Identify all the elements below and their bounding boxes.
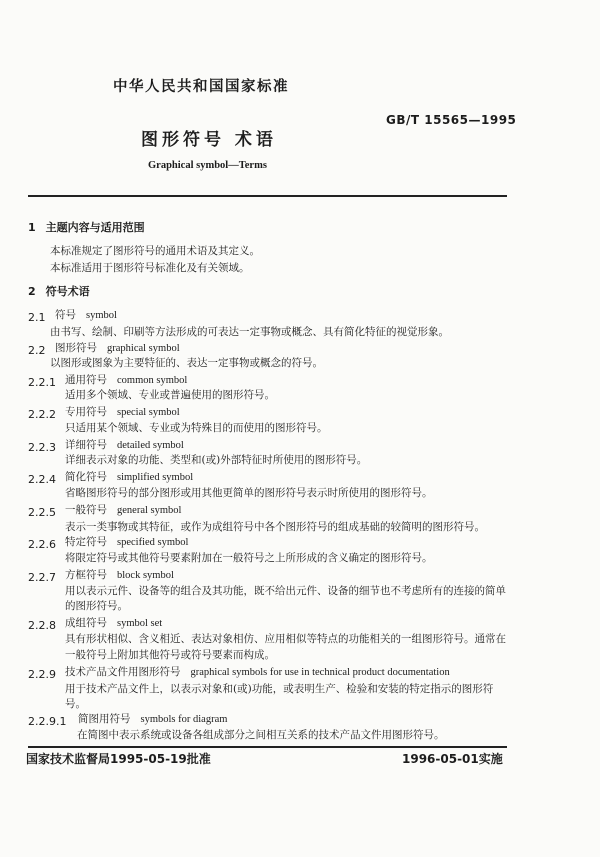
term-number: 2.2.3 xyxy=(28,441,56,454)
term-number: 2.1 xyxy=(28,311,46,324)
term-zh: 一般符号 xyxy=(65,504,107,516)
term-definition: 详细表示对象的功能、类型和(或)外部特征时所使用的图形符号。 xyxy=(65,454,368,466)
term-entry xyxy=(28,713,66,728)
term-zh: 符号 xyxy=(55,309,76,321)
term-heading xyxy=(55,309,117,322)
term-definition: 用以表示元件、设备等的组合及其功能，既不给出元件、设备的细节也不考虑所有的连接的简单 xyxy=(65,585,506,597)
term-definition: 由书写、绘制、印刷等方法形成的可表达一定事物或概念、具有简化特征的视觉形象。 xyxy=(50,326,449,338)
approval-date: 国家技术监督局1995-05-19批准 xyxy=(26,752,211,766)
paragraph: 本标准规定了图形符号的通用术语及其定义。 xyxy=(50,245,260,257)
section-1-heading xyxy=(28,221,145,234)
term-definition: 一般符号上附加其他符号或符号要素而构成。 xyxy=(65,649,275,661)
term-heading xyxy=(55,342,180,355)
term-definition: 表示一类事物或其特征，或作为成组符号中各个图形符号的组成基础的较简明的图形符号。 xyxy=(65,521,485,533)
term-en: simplified symbol xyxy=(117,472,194,483)
term-definition: 只适用某个领域、专业或为特殊目的而使用的图形符号。 xyxy=(65,422,328,434)
term-en: specified symbol xyxy=(117,537,189,548)
term-entry xyxy=(28,536,56,551)
term-en: graphical symbol xyxy=(107,343,180,354)
term-heading xyxy=(65,439,184,452)
term-heading xyxy=(65,504,181,517)
term-definition: 省略图形符号的部分图形或用其他更简单的图形符号表示时所使用的图形符号。 xyxy=(65,487,433,499)
term-definition: 适用多个领域、专业或普遍使用的图形符号。 xyxy=(65,389,275,401)
term-zh: 简化符号 xyxy=(65,471,107,483)
term-en: special symbol xyxy=(117,407,180,418)
term-zh: 技术产品文件用图形符号 xyxy=(65,666,181,678)
section-2-heading xyxy=(28,285,90,298)
term-entry xyxy=(28,309,46,324)
page-title: 图形符号 术语 xyxy=(141,130,277,150)
term-number: 2.2.4 xyxy=(28,473,56,486)
term-en: detailed symbol xyxy=(117,440,184,451)
term-entry xyxy=(28,569,56,584)
term-number: 2.2 xyxy=(28,344,46,357)
term-entry xyxy=(28,617,56,632)
term-entry xyxy=(28,471,56,486)
term-en: block symbol xyxy=(117,570,174,581)
english-title: Graphical symbol—Terms xyxy=(148,160,267,171)
term-heading xyxy=(65,666,450,679)
term-heading xyxy=(78,713,227,726)
term-entry xyxy=(28,406,56,421)
term-number: 2.2.9 xyxy=(28,668,56,681)
term-heading xyxy=(65,569,174,582)
term-definition: 号。 xyxy=(65,698,86,710)
term-zh: 简图用符号 xyxy=(78,713,131,725)
term-heading xyxy=(65,536,188,549)
term-definition: 具有形状相似、含义相近、表达对象相仿、应用相似等特点的功能相关的一组图形符号。通常在 xyxy=(65,633,506,645)
term-en: symbol xyxy=(86,310,117,321)
term-en: symbols for diagram xyxy=(140,714,228,725)
term-definition: 以图形或图象为主要特征的、表达一定事物或概念的符号。 xyxy=(50,357,323,369)
section-number: 2 xyxy=(28,285,36,298)
term-en: common symbol xyxy=(117,375,188,386)
term-en: graphical symbols for use in technical product documentation xyxy=(190,667,450,678)
term-number: 2.2.2 xyxy=(28,408,56,421)
footer-divider xyxy=(28,746,507,748)
term-en: symbol set xyxy=(117,618,163,629)
term-heading xyxy=(65,617,162,630)
term-heading xyxy=(65,374,187,387)
term-zh: 方框符号 xyxy=(65,569,107,581)
section-title: 符号术语 xyxy=(45,285,90,298)
issuing-body: 中华人民共和国国家标准 xyxy=(113,79,289,95)
term-zh: 详细符号 xyxy=(65,439,107,451)
term-definition: 用于技术产品文件上，以表示对象和(或)功能，或表明生产、检验和安装的特定指示的图形符 xyxy=(65,683,494,695)
term-en: general symbol xyxy=(117,505,182,516)
term-definition: 将限定符号或其他符号要素附加在一般符号之上所形成的含义确定的图形符号。 xyxy=(65,552,433,564)
term-zh: 图形符号 xyxy=(55,342,97,354)
standard-code: GB/T 15565—1995 xyxy=(386,113,517,127)
term-number: 2.2.5 xyxy=(28,506,56,519)
effective-date: 1996-05-01实施 xyxy=(402,752,503,766)
term-entry xyxy=(28,504,56,519)
term-heading xyxy=(65,471,193,484)
term-heading xyxy=(65,406,180,419)
term-zh: 特定符号 xyxy=(65,536,107,548)
term-entry xyxy=(28,342,46,357)
term-entry xyxy=(28,666,56,681)
section-title: 主题内容与适用范围 xyxy=(45,221,145,234)
term-zh: 通用符号 xyxy=(65,374,107,386)
section-number: 1 xyxy=(28,221,36,234)
term-entry xyxy=(28,374,56,389)
term-number: 2.2.7 xyxy=(28,571,56,584)
term-number: 2.2.6 xyxy=(28,538,56,551)
term-number: 2.2.8 xyxy=(28,619,56,632)
term-zh: 专用符号 xyxy=(65,406,107,418)
header-divider xyxy=(28,195,507,197)
term-zh: 成组符号 xyxy=(65,617,107,629)
term-entry xyxy=(28,439,56,454)
term-definition: 在简图中表示系统或设备各组成部分之间相互关系的技术产品文件用图形符号。 xyxy=(77,729,445,741)
term-number: 2.2.9.1 xyxy=(28,715,67,728)
term-definition: 的图形符号。 xyxy=(65,600,128,612)
term-number: 2.2.1 xyxy=(28,376,56,389)
paragraph: 本标准适用于图形符号标准化及有关领域。 xyxy=(50,262,250,274)
